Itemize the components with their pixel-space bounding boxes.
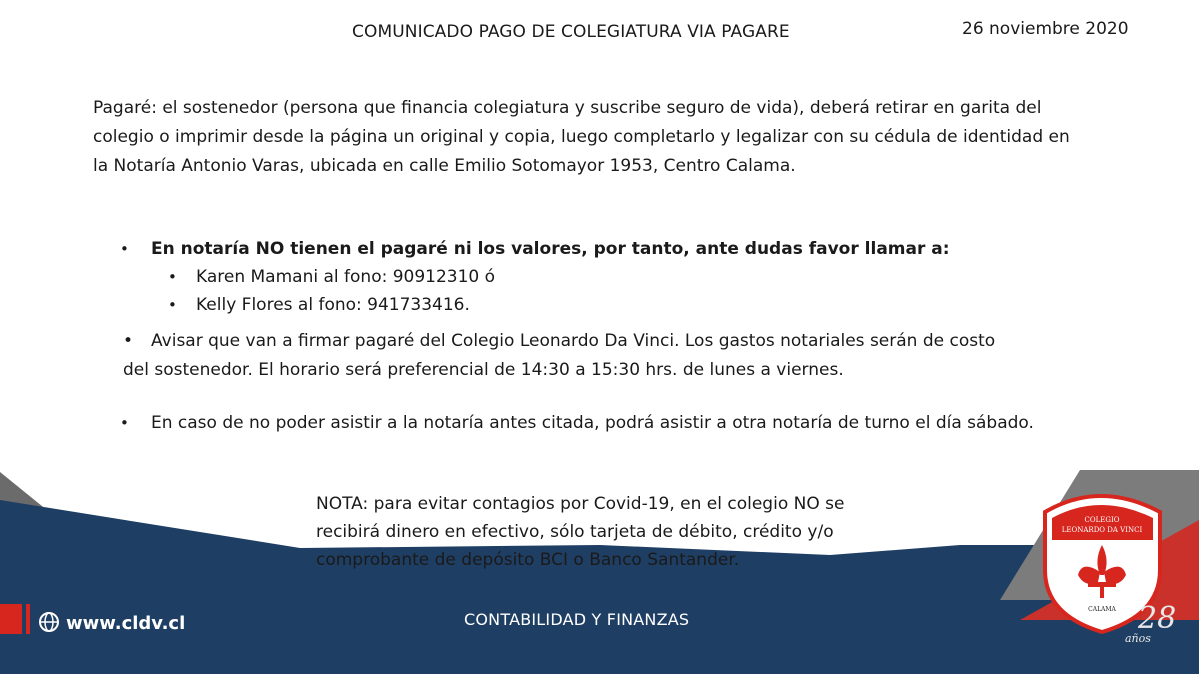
navy-band-top <box>0 500 300 548</box>
red-stripe-thin <box>26 604 30 634</box>
logo-line2: LEONARDO DA VINCI <box>1061 526 1143 534</box>
otra-notaria-text: En caso de no poder asistir a la notaría antes citada, podrá asistir a otra notaría de turno el día sábado. <box>151 413 1034 433</box>
bullet-glyph: • <box>120 240 129 258</box>
aviso-text: Avisar que van a firmar pagaré del Colegio Leonardo Da Vinci. Los gastos notariales serán de costo del sostenedor. El horario será preferencial de 14:30 a 15:30 hrs. de lunes a viernes. <box>123 331 996 380</box>
website-text[interactable]: www.cldv.cl <box>66 613 186 634</box>
logo-city: CALAMA <box>1088 606 1116 613</box>
website-link[interactable] <box>38 607 185 634</box>
logo-line1: COLEGIO <box>1084 516 1120 524</box>
department-label: CONTABILIDAD Y FINANZAS <box>464 610 690 629</box>
bullet-glyph: • <box>168 268 177 286</box>
document-title: COMUNICADO PAGO DE COLEGIATURA VIA PAGARE <box>352 22 790 42</box>
anniversary-number: 28 <box>1138 601 1177 636</box>
contact-2-text: Kelly Flores al fono: 941733416. <box>196 295 470 315</box>
bullet-glyph: • <box>168 296 177 314</box>
bullet-aviso <box>123 327 1023 385</box>
red-stripe <box>0 604 22 634</box>
bullet-glyph: • <box>123 331 134 351</box>
bullet-notaria-text: En notaría NO tienen el pagaré ni los valores, por tanto, ante dudas favor llamar a: <box>151 239 950 259</box>
contact-1-text: Karen Mamani al fono: 90912310 ó <box>196 267 496 287</box>
globe-icon <box>38 611 60 633</box>
anniversary-word: años <box>1125 632 1151 645</box>
document-date: 26 noviembre 2020 <box>962 19 1129 39</box>
bullet-glyph: • <box>120 414 129 432</box>
intro-paragraph: Pagaré: el sostenedor (persona que financia colegiatura y suscribe seguro de vida), deberá retirar en garita del colegio o imprimir desde la página un original y copia, luego completarlo y legalizar con su cédula de identidad en la Notaría Antonio Varas, ubicada en calle Emilio Sotomayor 1953, Centro Calama. <box>93 98 1070 176</box>
nota-paragraph: NOTA: para evitar contagios por Covid-19, en el colegio NO se recibirá dinero en efectivo, sólo tarjeta de débito, crédito y/o comprobante de depósito BCI o Banco Santander. <box>316 494 845 570</box>
